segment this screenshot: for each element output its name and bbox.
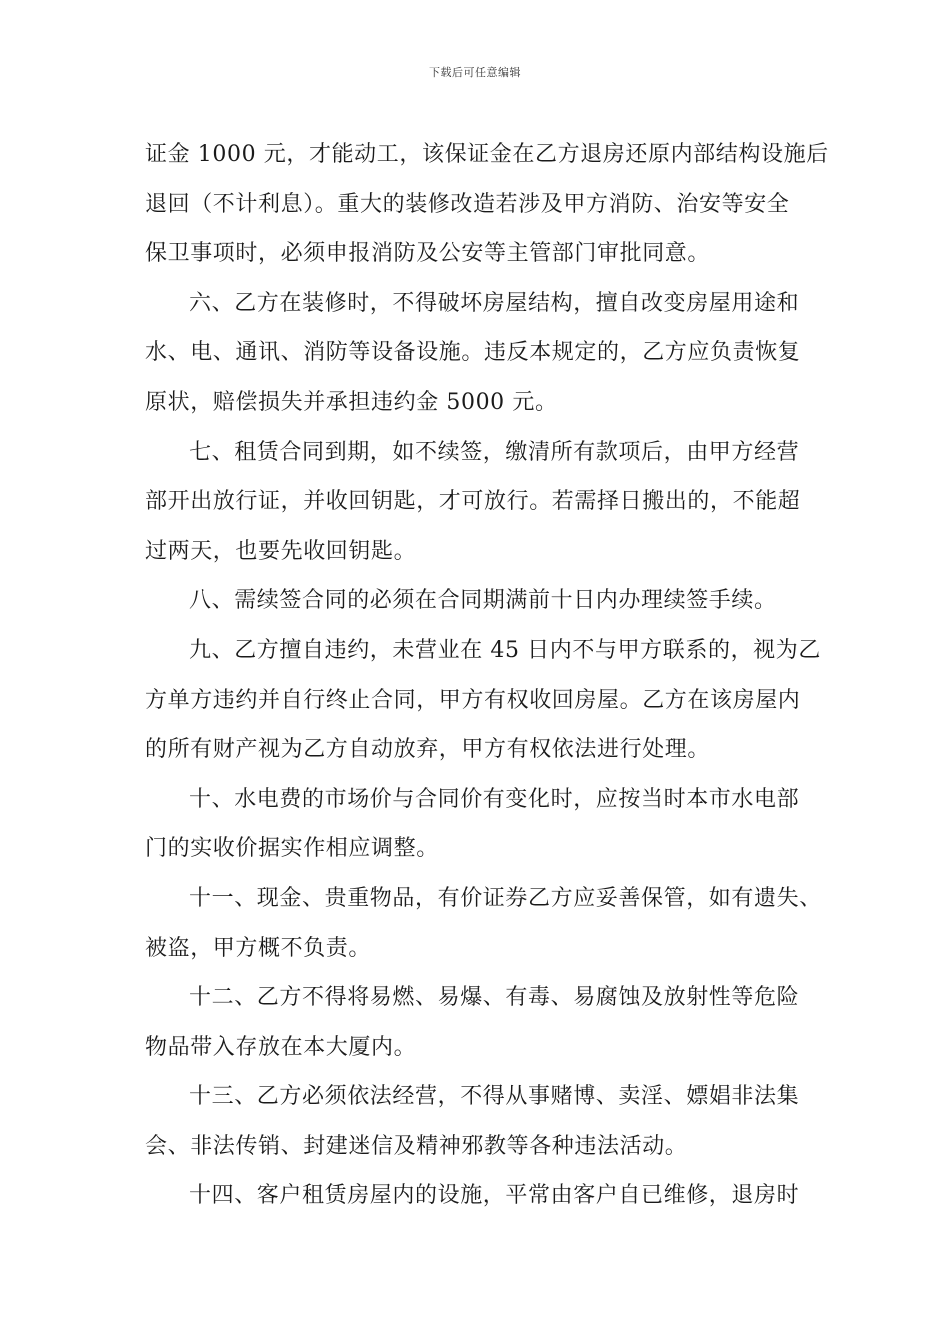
- clause-12-start: 十二、乙方不得将易燃、易爆、有毒、易腐蚀及放射性等危险: [189, 985, 800, 1011]
- text-line: 证金 1000 元，才能动工，该保证金在乙方退房还原内部结构设施后: [145, 142, 829, 167]
- clause-6-start: 六、乙方在装修时，不得破坏房屋结构，擅自改变房屋用途和: [189, 290, 800, 316]
- text-line: 保卫事项时，必须申报消防及公安等主管部门审批同意。: [145, 241, 711, 267]
- clause-9-start: 九、乙方擅自违约，未营业在 45 日内不与甲方联系的，视为乙: [189, 637, 821, 663]
- text-line: 会、非法传销、封建迷信及精神邪教等各种违法活动。: [145, 1133, 688, 1159]
- text-line: 水、电、通讯、消防等设备设施。违反本规定的，乙方应负责恢复: [145, 340, 801, 366]
- text-line: 物品带入存放在本大厦内。: [145, 1034, 417, 1060]
- clause-7-start: 七、租赁合同到期，如不续签，缴清所有款项后，由甲方经营: [189, 439, 800, 465]
- text-line: 门的实收价据实作相应调整。: [145, 836, 439, 862]
- text-line: 部开出放行证，并收回钥匙，才可放行。若需择日搬出的，不能超: [145, 489, 801, 515]
- clause-11-start: 十一、现金、贵重物品，有价证券乙方应妥善保管，如有遗失、: [189, 885, 822, 911]
- clause-8-start: 八、需续签合同的必须在合同期满前十日内办理续签手续。: [189, 588, 777, 614]
- text-line: 退回（不计利息）。重大的装修改造若涉及甲方消防、治安等安全: [145, 191, 790, 217]
- text-line: 方单方违约并自行终止合同，甲方有权收回房屋。乙方在该房屋内: [145, 687, 801, 713]
- clause-13-start: 十三、乙方必须依法经营，不得从事赌博、卖淫、嫖娼非法集: [189, 1084, 800, 1110]
- text-line: 过两天，也要先收回钥匙。: [145, 538, 417, 564]
- clause-14-start: 十四、客户租赁房屋内的设施，平常由客户自已维修，退房时: [189, 1183, 800, 1209]
- document-body: [145, 130, 829, 1221]
- page-header: 下载后可任意编辑: [429, 66, 521, 79]
- clause-10-start: 十、水电费的市场价与合同价有变化时，应按当时本市水电部: [189, 786, 800, 812]
- text-line: 的所有财产视为乙方自动放弃，甲方有权依法进行处理。: [145, 737, 711, 763]
- text-line: 被盗，甲方概不负责。: [145, 935, 372, 961]
- text-line: 原状，赔偿损失并承担违约金 5000 元。: [145, 389, 558, 415]
